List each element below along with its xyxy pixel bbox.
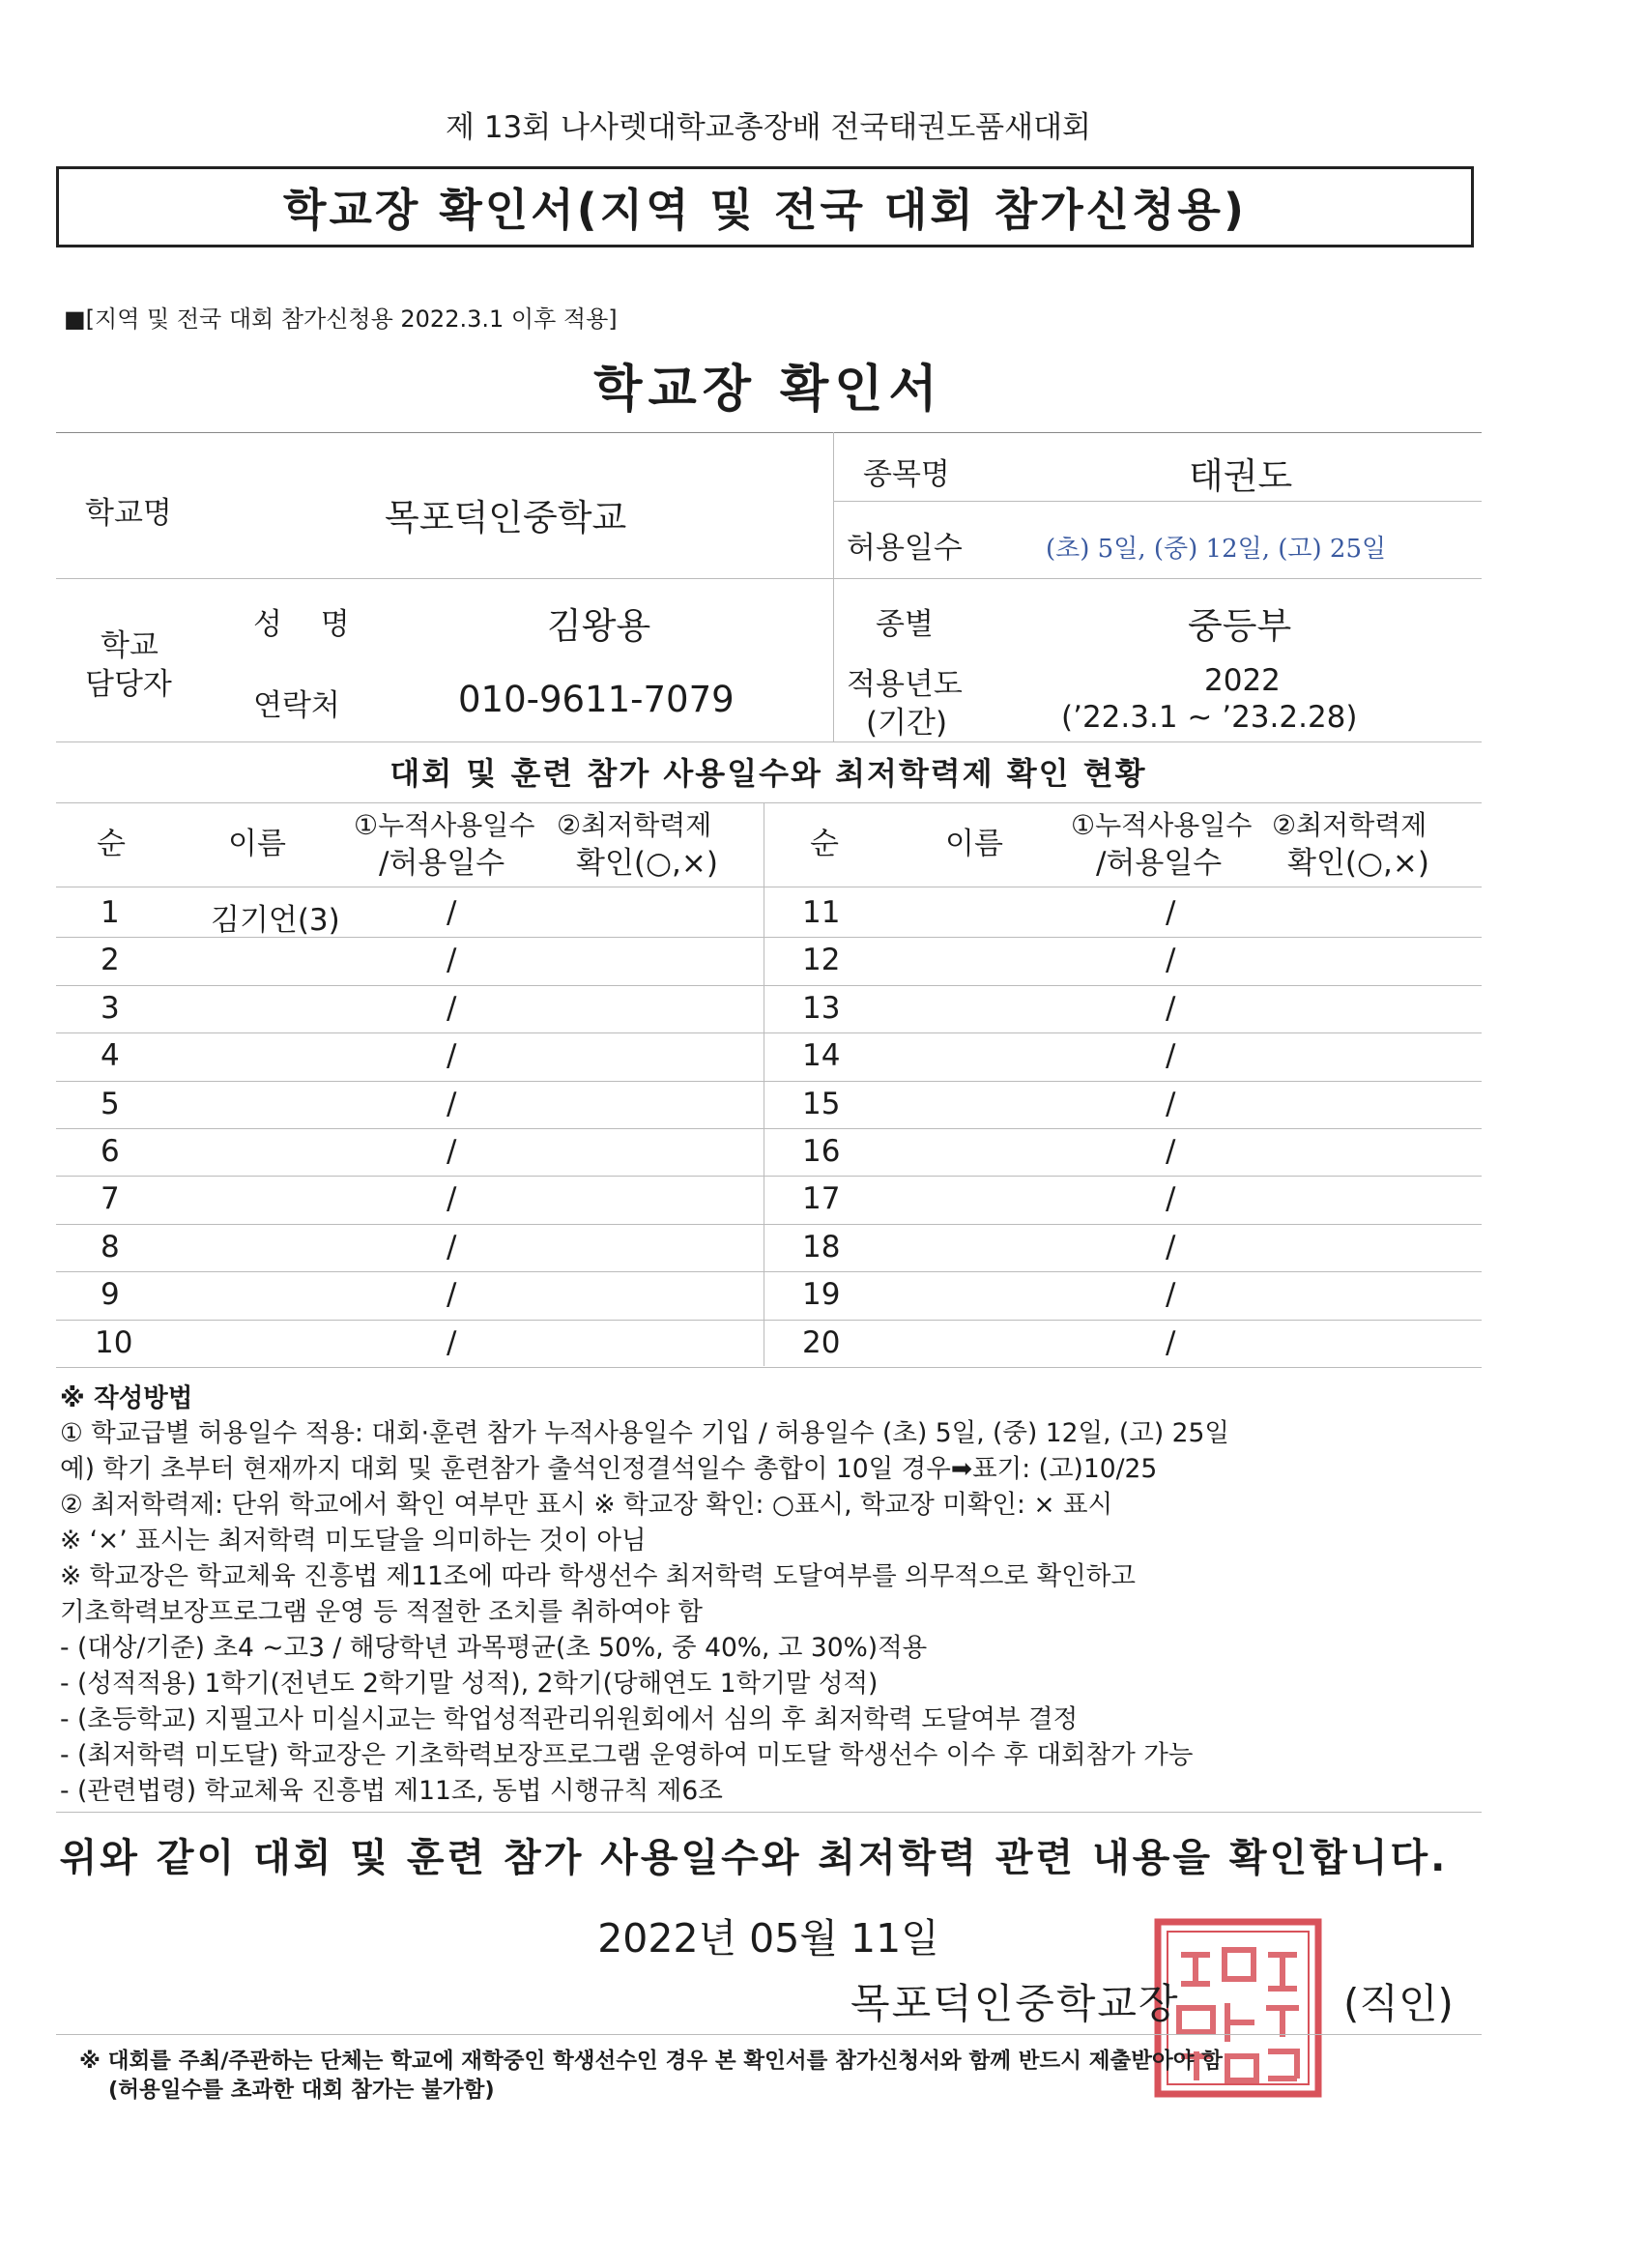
row-number: 15 [802, 1086, 841, 1121]
sport-label: 종목명 [863, 457, 950, 492]
row-divider [56, 1032, 764, 1033]
row-days-used: / [1166, 1038, 1176, 1074]
row-divider [764, 1271, 1482, 1272]
issue-date: 2022년 05월 11일 [597, 1915, 939, 1962]
row-number: 13 [802, 990, 841, 1026]
row-divider [764, 1128, 1482, 1129]
row-days-used: / [447, 1277, 457, 1313]
row-divider [56, 1367, 764, 1368]
col-days-right-2: /허용일수 [1096, 846, 1223, 881]
row-divider [56, 1176, 764, 1177]
method-line-2: 예) 학기 초부터 현재까지 대회 및 훈련참가 출석인정결석일수 총합이 10일 경우➡표기: (고)10/25 [60, 1454, 1158, 1484]
row-days-used: / [1166, 990, 1176, 1026]
sport-value: 태권도 [1189, 455, 1293, 497]
method-heading: ※ 작성방법 [60, 1383, 193, 1413]
contact-label-line1: 학교 [101, 628, 159, 663]
col-no-left: 순 [97, 827, 126, 861]
col-min-left-1: ②최저학력제 [557, 809, 712, 841]
row-divider [764, 1320, 1482, 1321]
row-name: 김기언(3) [211, 903, 340, 938]
method-line-3: ② 최저학력제: 단위 학교에서 확인 여부만 표시 ※ 학교장 확인: ○표시, 학교장 미확인: × 표시 [60, 1490, 1113, 1520]
col-days-left-1: ①누적사용일수 [354, 809, 535, 841]
school-name-value: 목포덕인중학교 [385, 497, 627, 538]
row-number: 1 [101, 895, 120, 930]
row-number: 3 [101, 990, 120, 1026]
row-number: 4 [101, 1038, 120, 1074]
col-no-right: 순 [810, 827, 839, 861]
contact-label-line2: 담당자 [85, 667, 172, 702]
row-days-used: / [447, 1134, 457, 1169]
notice-text: ■[지역 및 전국 대회 참가신청용 2022.3.1 이후 적용] [64, 305, 618, 333]
row-divider [764, 1224, 1482, 1225]
row-number: 20 [802, 1324, 841, 1360]
row-number: 10 [95, 1324, 133, 1360]
method-line-5: ※ 학교장은 학교체육 진흥법 제11조에 따라 학생선수 최저학력 도달여부를 의무적으로 확인하고 [60, 1561, 1136, 1591]
row-divider [56, 1128, 764, 1129]
method-line-4: ※ ‘×’ 표시는 최저학력 미도달을 의미하는 것이 아님 [60, 1526, 647, 1556]
person-name-label: 성 명 [253, 607, 350, 642]
row-divider [56, 937, 764, 938]
col-days-left-2: /허용일수 [379, 846, 505, 881]
phone-value: 010-9611-7079 [458, 679, 735, 720]
document-title: 학교장 확인서 [593, 361, 943, 419]
row-number: 14 [802, 1038, 841, 1074]
col-min-right-2: 확인(○,×) [1287, 846, 1429, 881]
row-number: 19 [802, 1277, 841, 1313]
row-days-used: / [447, 1229, 457, 1265]
school-principal-signer: 목포덕인중학교장 [850, 1980, 1180, 2027]
row-days-used: / [1166, 1324, 1176, 1360]
row-days-used: / [447, 1038, 457, 1074]
row-number: 18 [802, 1229, 841, 1265]
year-label-line1: 적용년도 [847, 667, 963, 702]
row-divider [56, 1224, 764, 1225]
division-value: 중등부 [1188, 605, 1292, 647]
method-line-9: - (초등학교) 지필고사 미실시교는 학업성적관리위원회에서 심의 후 최저학력 도달여부 결정 [60, 1704, 1079, 1734]
row-divider [764, 1367, 1482, 1368]
row-days-used: / [1166, 1181, 1176, 1217]
footer-note-line1: ※ 대회를 주최/주관하는 단체는 학교에 재학중인 학생선수인 경우 본 확인서를 참가신청서와 함께 반드시 제출받아야 함 [79, 2049, 1224, 2074]
allowed-days-value: (초) 5일, (중) 12일, (고) 25일 [1046, 535, 1387, 564]
row-number: 12 [802, 943, 841, 978]
method-line-6: 기초학력보장프로그램 운영 등 적절한 조치를 취하여야 함 [60, 1597, 703, 1627]
col-name-left: 이름 [228, 827, 286, 861]
row-number: 2 [101, 943, 120, 978]
col-min-left-2: 확인(○,×) [576, 846, 718, 881]
row-divider [764, 1176, 1482, 1177]
year-value-line1: 2022 [1204, 663, 1281, 698]
method-line-7: - (대상/기준) 초4 ~고3 / 해당학년 과목평균(초 50%, 중 40%, 고 30%)적용 [60, 1633, 928, 1663]
row-number: 5 [101, 1086, 120, 1121]
row-days-used: / [447, 943, 457, 978]
row-divider [56, 985, 764, 986]
row-days-used: / [447, 990, 457, 1026]
row-divider [56, 1081, 764, 1082]
person-name-value: 김왕용 [547, 605, 651, 647]
footer-note-line2: (허용일수를 초과한 대회 참가는 불가함) [108, 2078, 495, 2103]
row-days-used: / [1166, 1229, 1176, 1265]
method-line-1: ① 학교급별 허용일수 적용: 대회·훈련 참가 누적사용일수 기입 / 허용일수 (초) 5일, (중) 12일, (고) 25일 [60, 1418, 1229, 1448]
row-days-used: / [447, 1181, 457, 1217]
division-label: 종별 [876, 607, 934, 642]
row-number: 11 [802, 895, 841, 930]
row-divider [56, 1271, 764, 1272]
row-days-used: / [447, 1324, 457, 1360]
form-title-box [56, 166, 1474, 247]
col-min-right-1: ②최저학력제 [1272, 809, 1427, 841]
method-line-11: - (관련법령) 학교체육 진흥법 제11조, 동법 시행규칙 제6조 [60, 1776, 723, 1806]
row-number: 8 [101, 1229, 120, 1265]
row-number: 17 [802, 1181, 841, 1217]
school-name-label: 학교명 [85, 496, 172, 531]
row-days-used: / [447, 1086, 457, 1121]
confirmation-text: 위와 같이 대회 및 훈련 참가 사용일수와 최저학력 관련 내용을 확인합니다. [59, 1836, 1449, 1880]
row-divider [764, 1032, 1482, 1033]
method-line-8: - (성적적용) 1학기(전년도 2학기말 성적), 2학기(당해연도 1학기말 성적) [60, 1669, 879, 1699]
seal-label: (직인) [1343, 1980, 1454, 2027]
year-label-line2: (기간) [866, 706, 948, 741]
col-days-right-1: ①누적사용일수 [1071, 809, 1253, 841]
row-days-used: / [1166, 895, 1176, 930]
row-divider [764, 937, 1482, 938]
row-number: 6 [101, 1134, 120, 1169]
row-number: 9 [101, 1277, 120, 1313]
row-number: 7 [101, 1181, 120, 1217]
row-divider [56, 1320, 764, 1321]
row-days-used: / [1166, 943, 1176, 978]
phone-label: 연락처 [253, 688, 340, 723]
row-days-used: / [1166, 1086, 1176, 1121]
row-days-used: / [447, 895, 457, 930]
year-value-line2: (’22.3.1 ~ ’23.2.28) [1061, 700, 1358, 735]
row-days-used: / [1166, 1134, 1176, 1169]
method-line-10: - (최저학력 미도달) 학교장은 기초학력보장프로그램 운영하여 미도달 학생선수 이수 후 대회참가 가능 [60, 1740, 1194, 1770]
col-name-right: 이름 [945, 827, 1003, 861]
event-title: 제 13회 나사렛대학교총장배 전국태권도품새대회 [446, 110, 1091, 145]
allowed-days-label: 허용일수 [847, 531, 963, 566]
usage-section-title: 대회 및 훈련 참가 사용일수와 최저학력제 확인 현황 [389, 755, 1147, 792]
row-divider [764, 1081, 1482, 1082]
row-days-used: / [1166, 1277, 1176, 1313]
row-number: 16 [802, 1134, 841, 1169]
form-title: 학교장 확인서(지역 및 전국 대회 참가신청용) [283, 184, 1247, 236]
row-divider [764, 985, 1482, 986]
